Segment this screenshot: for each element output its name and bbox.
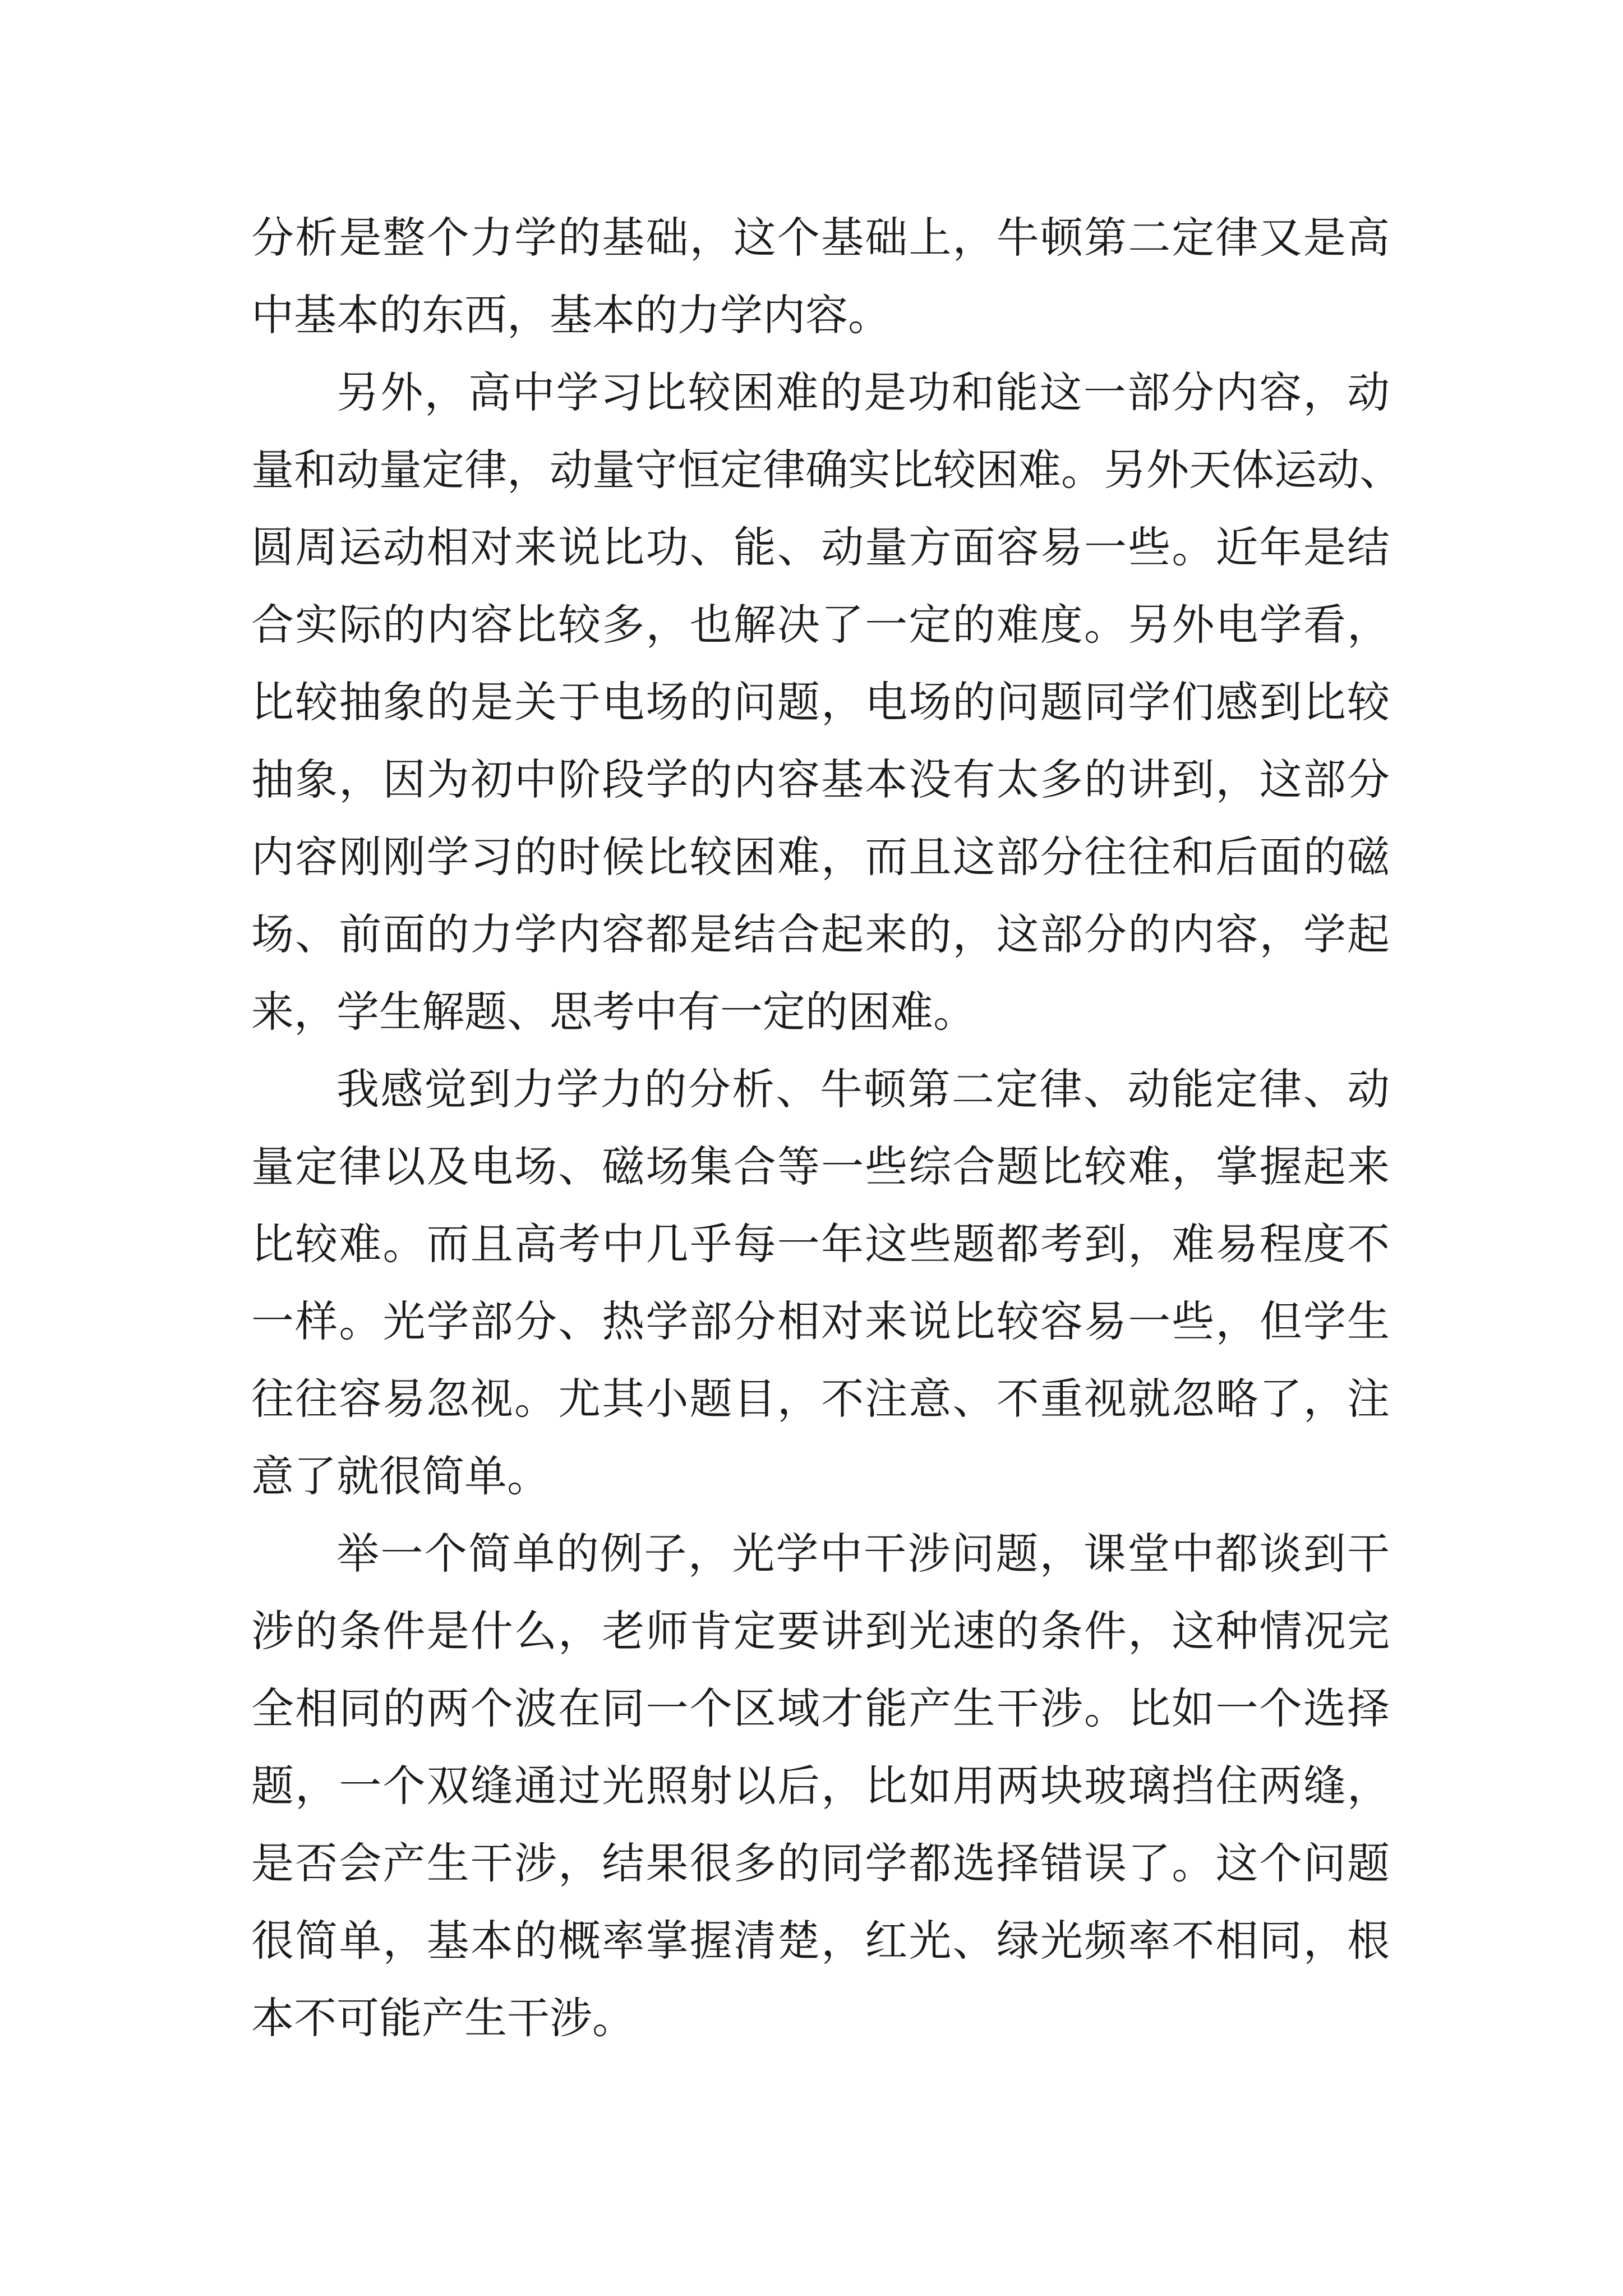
text-line: 比较难。而且高考中几乎每一年这些题都考到，难易程度不 — [251, 1219, 1390, 1269]
text-line: 合实际的内容比较多，也解决了一定的难度。另外电学看， — [251, 600, 1390, 650]
text-line: 圆周运动相对来说比功、能、动量方面容易一些。近年是结 — [251, 522, 1390, 572]
paragraph-first-line: 举一个简单的例子，光学中干涉问题，课堂中都谈到干 — [336, 1529, 1390, 1579]
text-line: 抽象，因为初中阶段学的内容基本没有太多的讲到，这部分 — [251, 754, 1390, 804]
text-line: 比较抽象的是关于电场的问题，电场的问题同学们感到比较 — [251, 677, 1390, 727]
text-line: 分析是整个力学的基础，这个基础上，牛顿第二定律又是高 — [251, 213, 1390, 263]
text-line: 意了就很简单。 — [251, 1451, 550, 1501]
text-line: 量和动量定律，动量守恒定律确实比较困难。另外天体运动、 — [251, 445, 1402, 495]
text-line: 内容刚刚学习的时候比较困难，而且这部分往往和后面的磁 — [251, 832, 1390, 882]
paragraph-first-line: 我感觉到力学力的分析、牛顿第二定律、动能定律、动 — [336, 1064, 1390, 1114]
text-line: 全相同的两个波在同一个区域才能产生干涉。比如一个选择 — [251, 1683, 1390, 1733]
text-line: 场、前面的力学内容都是结合起来的，这部分的内容，学起 — [251, 909, 1390, 959]
text-line: 是否会产生干涉，结果很多的同学都选择错误了。这个问题 — [251, 1838, 1390, 1888]
paragraph-first-line: 另外，高中学习比较困难的是功和能这一部分内容，动 — [336, 367, 1390, 417]
text-line: 题，一个双缝通过光照射以后，比如用两块玻璃挡住两缝， — [251, 1761, 1390, 1811]
text-line: 涉的条件是什么，老师肯定要讲到光速的条件，这种情况完 — [251, 1606, 1390, 1656]
text-line: 很简单，基本的概率掌握清楚，红光、绿光频率不相同，根 — [251, 1916, 1390, 1966]
text-line: 量定律以及电场、磁场集合等一些综合题比较难，掌握起来 — [251, 1142, 1390, 1191]
text-line: 中基本的东西，基本的力学内容。 — [251, 290, 891, 340]
body-text — [251, 199, 1402, 2057]
text-line: 来，学生解题、思考中有一定的困难。 — [251, 987, 976, 1037]
text-line: 往往容易忽视。尤其小题目，不注意、不重视就忽略了，注 — [251, 1374, 1390, 1424]
text-line: 本不可能产生干涉。 — [251, 1993, 635, 2043]
text-line: 一样。光学部分、热学部分相对来说比较容易一些，但学生 — [251, 1296, 1390, 1346]
